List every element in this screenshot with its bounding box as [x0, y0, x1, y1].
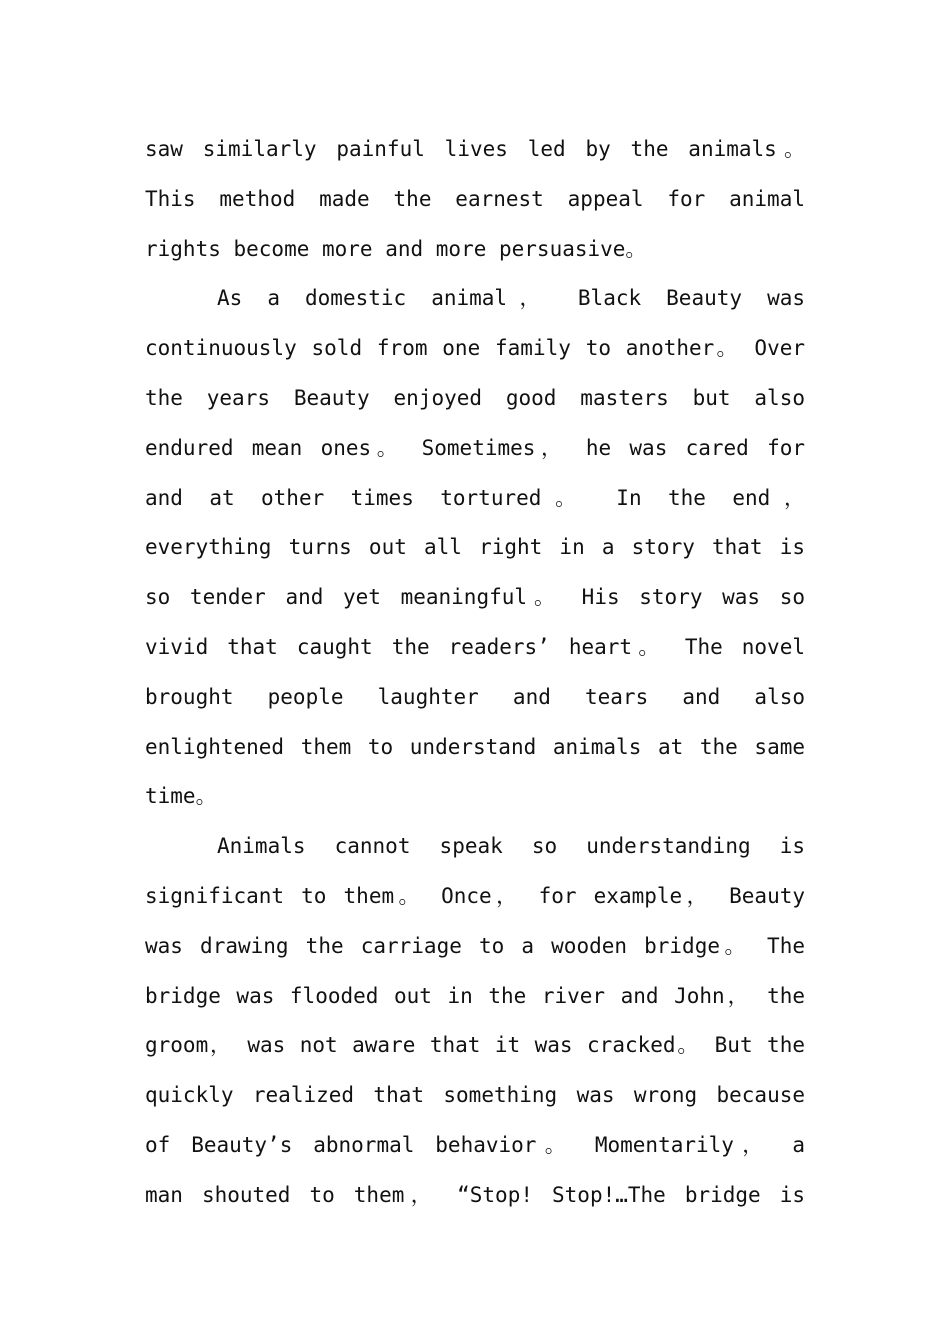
- text-line: rights become more and more persuasive。: [145, 236, 647, 261]
- text-line: bridge was flooded out in the river and John， the: [145, 983, 805, 1008]
- text-line: everything turns out all right in a story that is: [145, 535, 805, 560]
- text-line: endured mean ones。 Sometimes， he was cared for: [145, 435, 805, 460]
- text-line: As a domestic animal， Black Beauty was: [217, 286, 805, 311]
- text-line: was drawing the carriage to a wooden bridge。 The: [145, 933, 805, 958]
- text-line: brought people laughter and tears and also: [145, 684, 805, 709]
- text-line: groom， was not aware that it was cracked。 But the: [145, 1033, 805, 1058]
- text-line: the years Beauty enjoyed good masters but also: [145, 385, 805, 410]
- text-line: saw similarly painful lives led by the animals。: [145, 137, 805, 161]
- text-line: enlightened them to understand animals at the same: [145, 734, 805, 759]
- text-line: quickly realized that something was wrong because: [145, 1083, 805, 1108]
- text-line: time。: [145, 784, 217, 809]
- text-line: man shouted to them， “Stop! Stop!…The bridge is: [145, 1182, 805, 1207]
- text-line: vivid that caught the readers’ heart。 The novel: [145, 634, 805, 659]
- text-line: significant to them。 Once， for example， Beauty: [145, 883, 805, 908]
- text-line: of Beauty’s abnormal behavior。 Momentarily， a: [145, 1132, 805, 1157]
- text-line: and at other times tortured。 In the end，: [145, 485, 805, 510]
- body-text: [145, 125, 805, 1221]
- text-line: Animals cannot speak so understanding is: [217, 834, 805, 859]
- text-line: so tender and yet meaningful。 His story was so: [145, 585, 805, 610]
- text-line: continuously sold from one family to another。 Over: [145, 336, 805, 361]
- text-line: This method made the earnest appeal for animal: [145, 186, 805, 211]
